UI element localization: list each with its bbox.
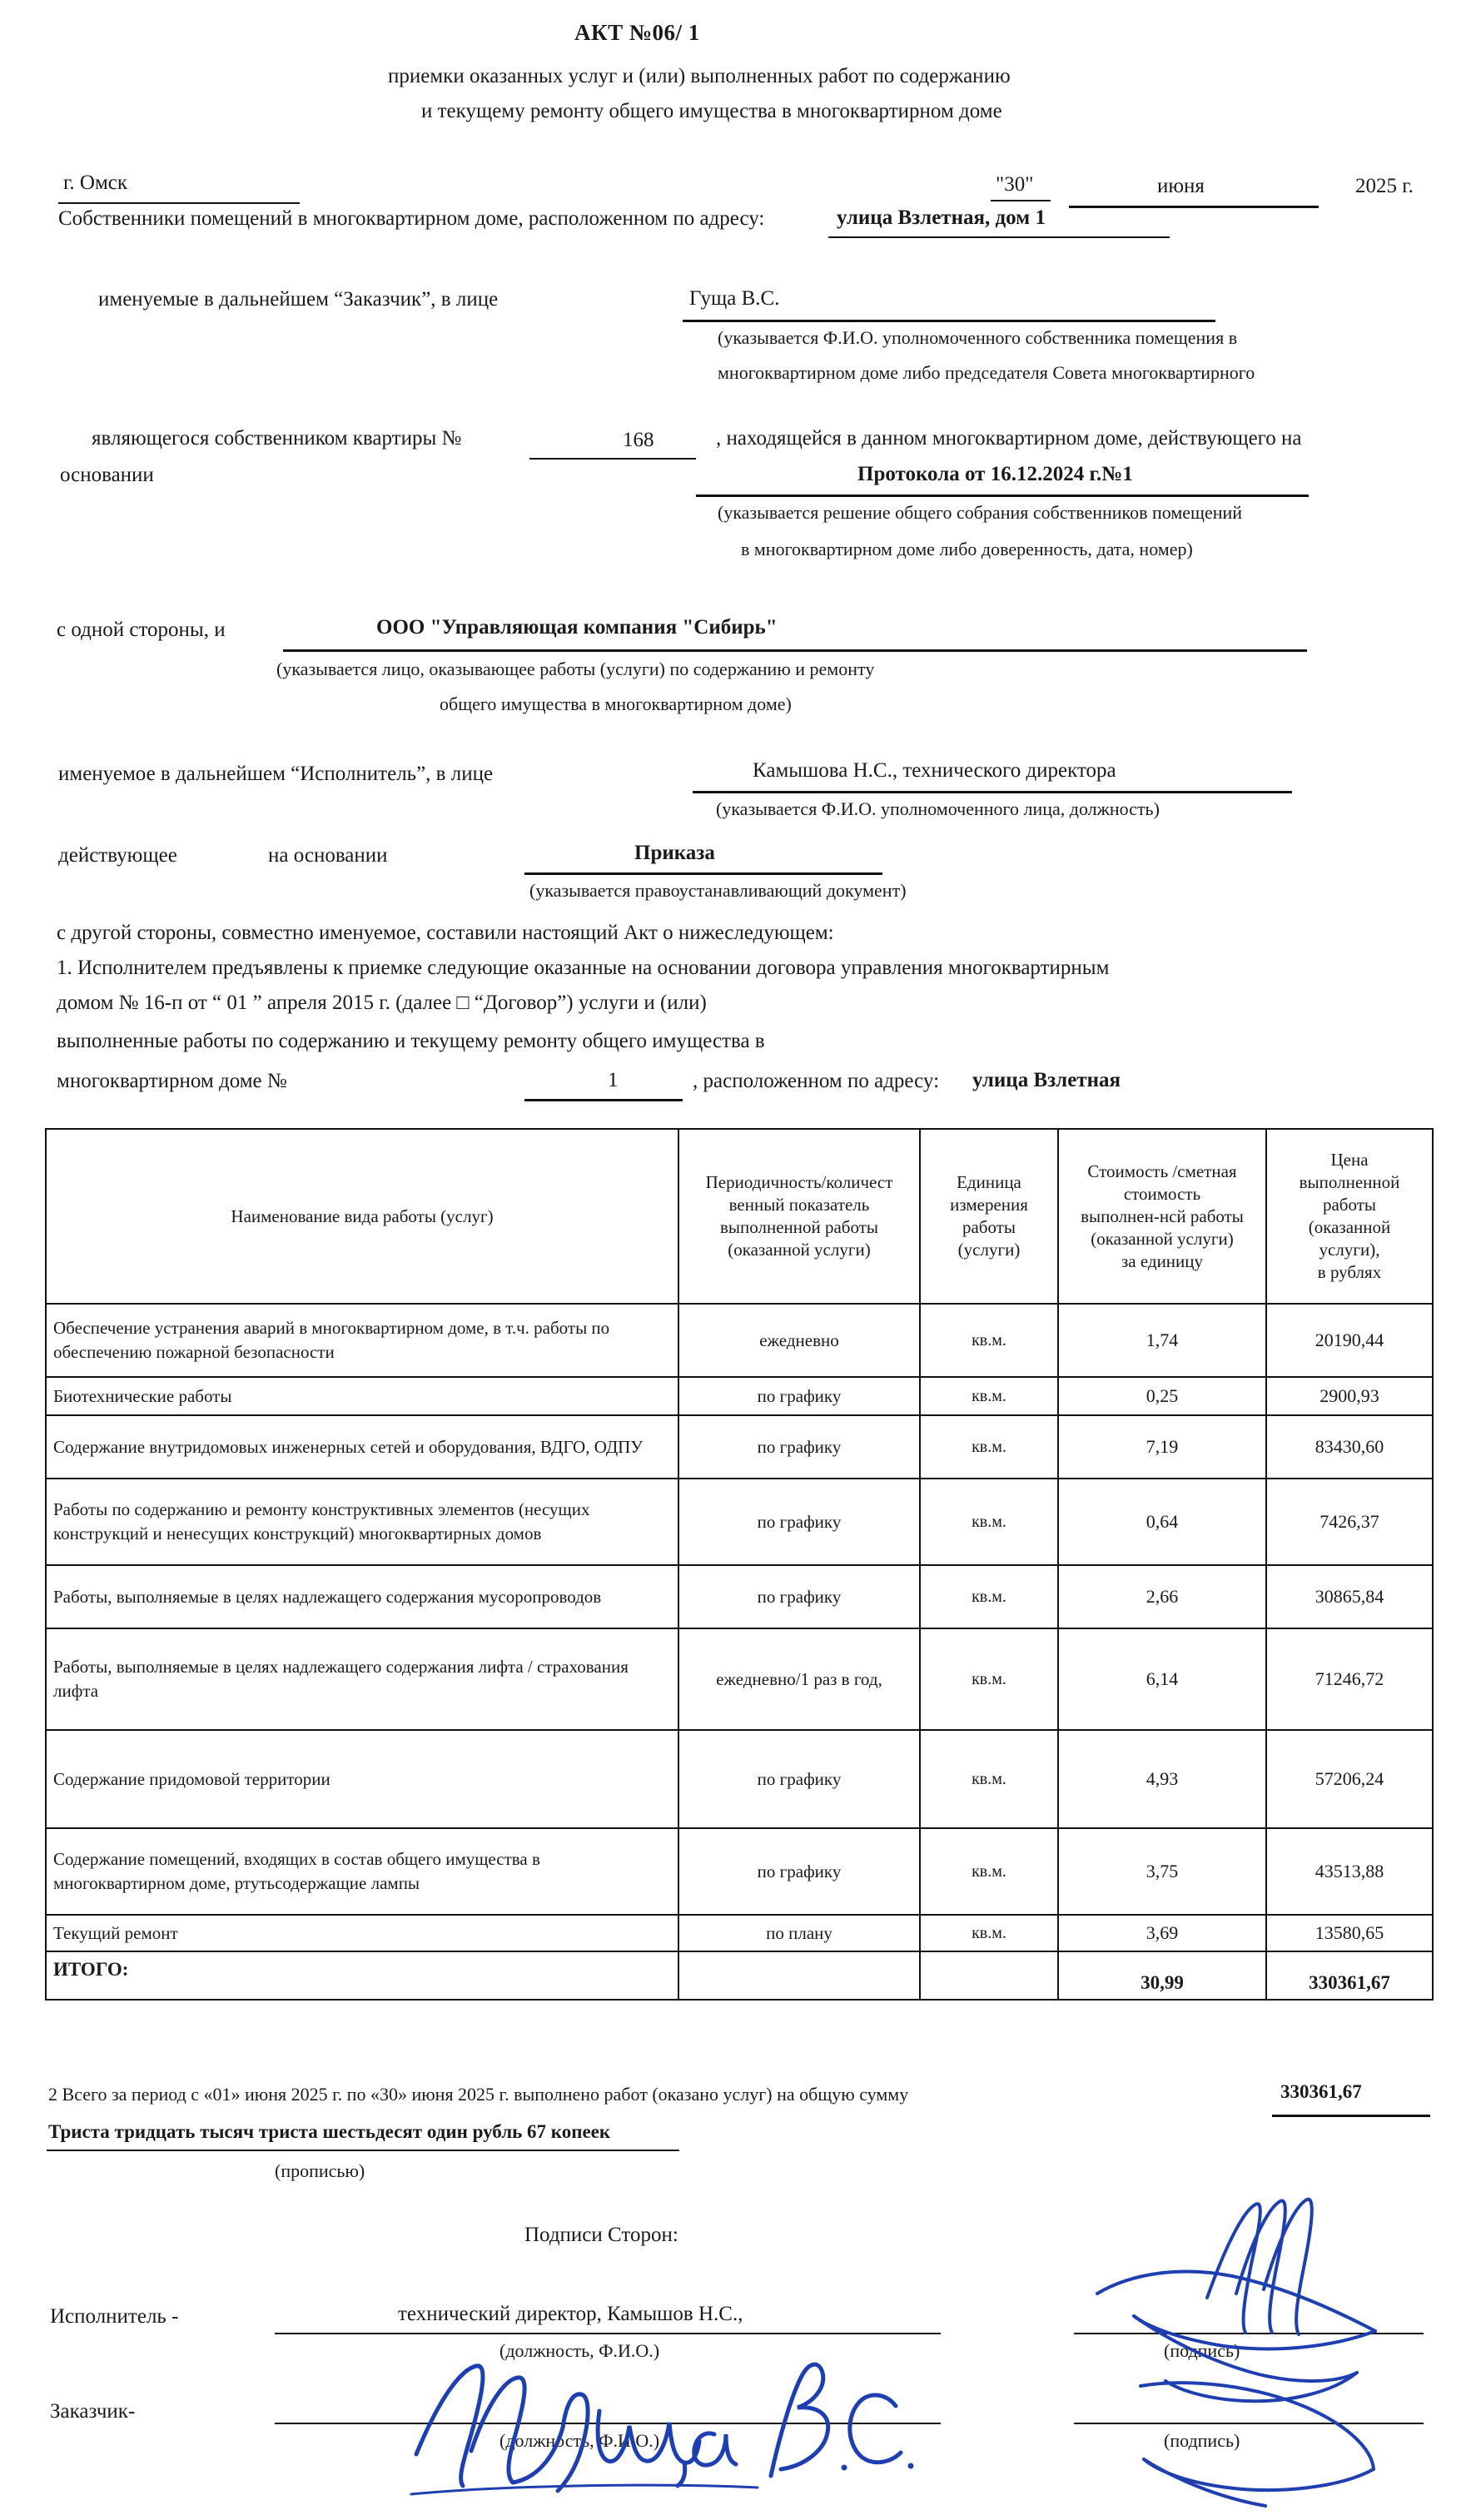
table-row bbox=[46, 1377, 1433, 1415]
clause-1-line-3: выполненные работы по содержанию и текущему ремонту общего имущества в bbox=[57, 1030, 765, 1052]
row-unit: кв.м. bbox=[920, 1415, 1058, 1479]
table-row bbox=[46, 1730, 1433, 1828]
total-label: ИТОГО: bbox=[46, 1951, 678, 2000]
row-name: Работы, выполняемые в целях надлежащего содержания мусоропроводов bbox=[46, 1565, 678, 1628]
apartment-label: являющегося собственником квартиры № bbox=[92, 427, 462, 450]
street-value: улица Взлетная bbox=[972, 1069, 1121, 1091]
l5: услуги), bbox=[1319, 1240, 1380, 1260]
l5: за единицу bbox=[1121, 1250, 1204, 1271]
l1: Стоимость /сметная bbox=[1087, 1161, 1237, 1181]
table-row bbox=[46, 1304, 1433, 1377]
row-unit-price: 4,93 bbox=[1058, 1730, 1266, 1828]
row-frequency: ежедневно/1 раз в год, bbox=[678, 1628, 920, 1730]
other-side-text: с другой стороны, совместно именуемое, составили настоящий Акт о нижеследующем: bbox=[57, 922, 834, 944]
l1: Единица bbox=[957, 1172, 1021, 1192]
customer-label: именуемые в дальнейшем “Заказчик”, в лице bbox=[98, 288, 499, 311]
acting-label: действующее bbox=[58, 844, 177, 867]
row-frequency: по графику bbox=[678, 1377, 920, 1415]
customer-position-hint: (должность, Ф.И.О.) bbox=[499, 2430, 660, 2451]
row-total: 57206,24 bbox=[1266, 1730, 1433, 1828]
performer-name-rule bbox=[693, 791, 1292, 793]
customer-hint-line-2: многоквартирном доме либо председателя Совета многоквартирного bbox=[718, 362, 1255, 383]
city-label: г. Омск bbox=[63, 171, 128, 194]
table-col-unit bbox=[920, 1129, 1058, 1304]
owners-lead-text: Собственники помещений в многоквартирном доме, расположенном по адресу: bbox=[58, 207, 765, 230]
apartment-tail-text: , находящейся в данном многоквартирном доме, действующего на bbox=[716, 427, 1302, 450]
clause-1-line-1: 1. Исполнителем предъявлены к приемке следующие оказанные на основании договора управления многоквартирным bbox=[57, 957, 1110, 979]
l6: в рублях bbox=[1317, 1262, 1382, 1282]
city-rule bbox=[58, 202, 300, 204]
company-hint-line-2: общего имущества в многоквартирном доме) bbox=[440, 693, 792, 714]
on-basis-value: Приказа bbox=[634, 842, 715, 864]
row-name: Содержание придомовой территории bbox=[46, 1730, 678, 1828]
table-col-frequency bbox=[678, 1129, 920, 1304]
on-basis-rule bbox=[524, 872, 882, 875]
row-unit-price: 3,69 bbox=[1058, 1915, 1266, 1951]
period-summary-text: 2 Всего за период с «01» июня 2025 г. по «30» июня 2025 г. выполнено работ (оказано услуг) на общую сумму bbox=[48, 2084, 909, 2105]
company-name-rule bbox=[283, 649, 1307, 652]
performer-signature-rule bbox=[275, 2333, 941, 2334]
customer-countersignature bbox=[1107, 2361, 1407, 2511]
page-title: АКТ №06/ 1 bbox=[574, 20, 700, 45]
row-unit-price: 0,25 bbox=[1058, 1377, 1266, 1415]
row-frequency: по плану bbox=[678, 1915, 920, 1951]
customer-signature-rule bbox=[275, 2423, 941, 2424]
row-frequency: ежедневно bbox=[678, 1304, 920, 1377]
table-row bbox=[46, 1479, 1433, 1565]
basis-label: основании bbox=[60, 464, 154, 486]
l1: Периодичность/количест bbox=[705, 1172, 893, 1192]
l4: (оказанной услуги) bbox=[1091, 1228, 1234, 1249]
row-unit: кв.м. bbox=[920, 1915, 1058, 1951]
table-row bbox=[46, 1565, 1433, 1628]
row-name: Содержание внутридомовых инженерных сетей и оборудования, ВДГО, ОДПУ bbox=[46, 1415, 678, 1479]
performer-name-value: Камышова Н.С., технического директора bbox=[753, 759, 1116, 782]
customer-name-rule bbox=[683, 320, 1215, 322]
row-name: Работы по содержанию и ремонту конструктивных элементов (несущих конструкций и ненесущих конструкций) многоквартирных домов bbox=[46, 1479, 678, 1565]
on-basis-hint: (указывается правоустанавливающий документ) bbox=[529, 880, 907, 901]
l1: Цена bbox=[1330, 1150, 1369, 1170]
row-total: 43513,88 bbox=[1266, 1828, 1433, 1915]
house-number-rule bbox=[524, 1099, 683, 1101]
row-name: Биотехнические работы bbox=[46, 1377, 678, 1415]
date-day-value: "30" bbox=[996, 173, 1034, 196]
performer-signature-value: технический директор, Камышов Н.С., bbox=[398, 2303, 743, 2325]
company-name-value: ООО "Управляющая компания "Сибирь" bbox=[376, 616, 778, 639]
customer-hint-line-1: (указывается Ф.И.О. уполномоченного собственника помещения в bbox=[718, 327, 1238, 348]
row-unit-price: 6,14 bbox=[1058, 1628, 1266, 1730]
l3: работы bbox=[962, 1217, 1016, 1237]
table-row bbox=[46, 1628, 1433, 1730]
basis-hint-line-1: (указывается решение общего собрания собственников помещений bbox=[718, 502, 1243, 523]
table-row bbox=[46, 1915, 1433, 1951]
l4: (оказанной bbox=[1308, 1217, 1391, 1237]
company-hint-line-1: (указывается лицо, оказывающее работы (услуги) по содержанию и ремонту bbox=[276, 659, 875, 679]
row-frequency: по графику bbox=[678, 1415, 920, 1479]
signatures-heading: Подписи Сторон: bbox=[524, 2224, 678, 2246]
clause-1-line-4-prefix: многоквартирном доме № bbox=[57, 1070, 287, 1092]
performer-position-hint: (должность, Ф.И.О.) bbox=[499, 2340, 660, 2361]
date-day-rule bbox=[991, 200, 1051, 201]
performer-signature-label: Исполнитель - bbox=[50, 2305, 179, 2328]
customer-signature-label: Заказчик- bbox=[50, 2400, 136, 2423]
customer-signature-hint: (подпись) bbox=[1164, 2430, 1240, 2451]
total-unit bbox=[920, 1951, 1058, 2000]
clause-1-line-4-middle: , расположенном по адресу: bbox=[693, 1070, 940, 1092]
apartment-number-value: 168 bbox=[623, 429, 654, 451]
document-subtitle-line-2: и текущему ремонту общего имущества в многоквартирном доме bbox=[421, 100, 1002, 122]
basis-rule bbox=[696, 495, 1309, 497]
works-table bbox=[45, 1128, 1434, 2001]
row-unit-price: 2,66 bbox=[1058, 1565, 1266, 1628]
row-frequency: по графику bbox=[678, 1565, 920, 1628]
row-frequency: по графику bbox=[678, 1730, 920, 1828]
row-unit: кв.м. bbox=[920, 1565, 1058, 1628]
row-total: 13580,65 bbox=[1266, 1915, 1433, 1951]
row-total: 20190,44 bbox=[1266, 1304, 1433, 1377]
row-total: 30865,84 bbox=[1266, 1565, 1433, 1628]
row-unit-price: 7,19 bbox=[1058, 1415, 1266, 1479]
object-address-value: улица Взлетная, дом 1 bbox=[837, 206, 1046, 229]
customer-name-value: Гуща В.С. bbox=[689, 287, 780, 310]
row-unit-price: 0,64 bbox=[1058, 1479, 1266, 1565]
date-month-rule bbox=[1069, 206, 1319, 208]
performer-signature-hint: (подпись) bbox=[1164, 2340, 1240, 2361]
one-side-label: с одной стороны, и bbox=[57, 619, 226, 641]
row-unit: кв.м. bbox=[920, 1479, 1058, 1565]
row-frequency: по графику bbox=[678, 1479, 920, 1565]
in-words-hint: (прописью) bbox=[275, 2160, 365, 2181]
row-unit: кв.м. bbox=[920, 1628, 1058, 1730]
date-year-value: 2025 г. bbox=[1355, 175, 1414, 197]
on-basis-label: на основании bbox=[268, 844, 388, 867]
document-subtitle-line-1: приемки оказанных услуг и (или) выполненных работ по содержанию bbox=[388, 65, 1011, 87]
row-unit: кв.м. bbox=[920, 1304, 1058, 1377]
table-row bbox=[46, 1828, 1433, 1915]
table-col-name bbox=[46, 1129, 678, 1304]
apartment-number-rule bbox=[529, 458, 696, 460]
table-row bbox=[46, 1415, 1433, 1479]
total-amount: 330361,67 bbox=[1266, 1951, 1433, 2000]
basis-value: Протокола от 16.12.2024 г.№1 bbox=[857, 463, 1133, 485]
l4: (услуги) bbox=[957, 1240, 1021, 1260]
row-name: Работы, выполняемые в целях надлежащего содержания лифта / страхования лифта bbox=[46, 1628, 678, 1730]
l3: выполнен-нсй работы bbox=[1081, 1205, 1244, 1226]
performer-hint: (указывается Ф.И.О. уполномоченного лица, должность) bbox=[716, 798, 1160, 819]
l2: венный показатель bbox=[728, 1195, 870, 1215]
l4: (оказанной услуги) bbox=[728, 1240, 871, 1260]
house-number-value: 1 bbox=[608, 1069, 619, 1091]
clause-1-line-2: домом № 16-п от “ 01 ” апреля 2015 г. (далее □ “Договор”) услуги и (или) bbox=[57, 992, 707, 1014]
basis-hint-line-2: в многоквартирном доме либо доверенность, дата, номер) bbox=[741, 539, 1193, 559]
table-col-name-label: Наименование вида работы (услуг) bbox=[231, 1205, 494, 1226]
row-name: Обеспечение устранения аварий в многоквартирном доме, в т.ч. работы по обеспечению пожарной безопасности bbox=[46, 1304, 678, 1377]
row-total: 2900,93 bbox=[1266, 1377, 1433, 1415]
row-unit-price: 1,74 bbox=[1058, 1304, 1266, 1377]
table-col-total bbox=[1266, 1129, 1433, 1304]
object-address-rule bbox=[828, 236, 1170, 238]
l2: выполненной bbox=[1299, 1172, 1400, 1192]
row-name: Текущий ремонт bbox=[46, 1915, 678, 1951]
date-month-value: июня bbox=[1157, 175, 1205, 197]
total-unit-price: 30,99 bbox=[1058, 1951, 1266, 2000]
table-header-row bbox=[46, 1129, 1433, 1304]
performer-handwritten-signature bbox=[1082, 2189, 1432, 2414]
row-frequency: по графику bbox=[678, 1828, 920, 1915]
l3: выполненной работы bbox=[719, 1217, 878, 1237]
row-total: 83430,60 bbox=[1266, 1415, 1433, 1479]
row-unit: кв.м. bbox=[920, 1828, 1058, 1915]
amount-in-words: Триста тридцать тысяч триста шестьдесят один рубль 67 копеек bbox=[48, 2121, 611, 2142]
table-col-unit-price bbox=[1058, 1129, 1266, 1304]
row-unit-price: 3,75 bbox=[1058, 1828, 1266, 1915]
row-unit: кв.м. bbox=[920, 1377, 1058, 1415]
amount-in-words-rule bbox=[47, 2150, 679, 2151]
customer-sign-mark-rule bbox=[1074, 2423, 1424, 2424]
total-frequency bbox=[678, 1951, 920, 2000]
row-name: Содержание помещений, входящих в состав общего имущества в многоквартирном доме, ртутьсодержащие лампы bbox=[46, 1828, 678, 1915]
row-unit: кв.м. bbox=[920, 1730, 1058, 1828]
l3: работы bbox=[1322, 1195, 1376, 1215]
table-total-row bbox=[46, 1951, 1433, 2000]
row-total: 7426,37 bbox=[1266, 1479, 1433, 1565]
performer-label: именуемое в дальнейшем “Исполнитель”, в лице bbox=[58, 763, 494, 785]
period-total-rule bbox=[1272, 2115, 1430, 2117]
row-total: 71246,72 bbox=[1266, 1628, 1433, 1730]
performer-sign-mark-rule bbox=[1074, 2333, 1424, 2334]
l2: измерения bbox=[950, 1195, 1028, 1215]
period-total-amount: 330361,67 bbox=[1280, 2081, 1362, 2102]
l2: стоимость bbox=[1123, 1183, 1201, 1204]
